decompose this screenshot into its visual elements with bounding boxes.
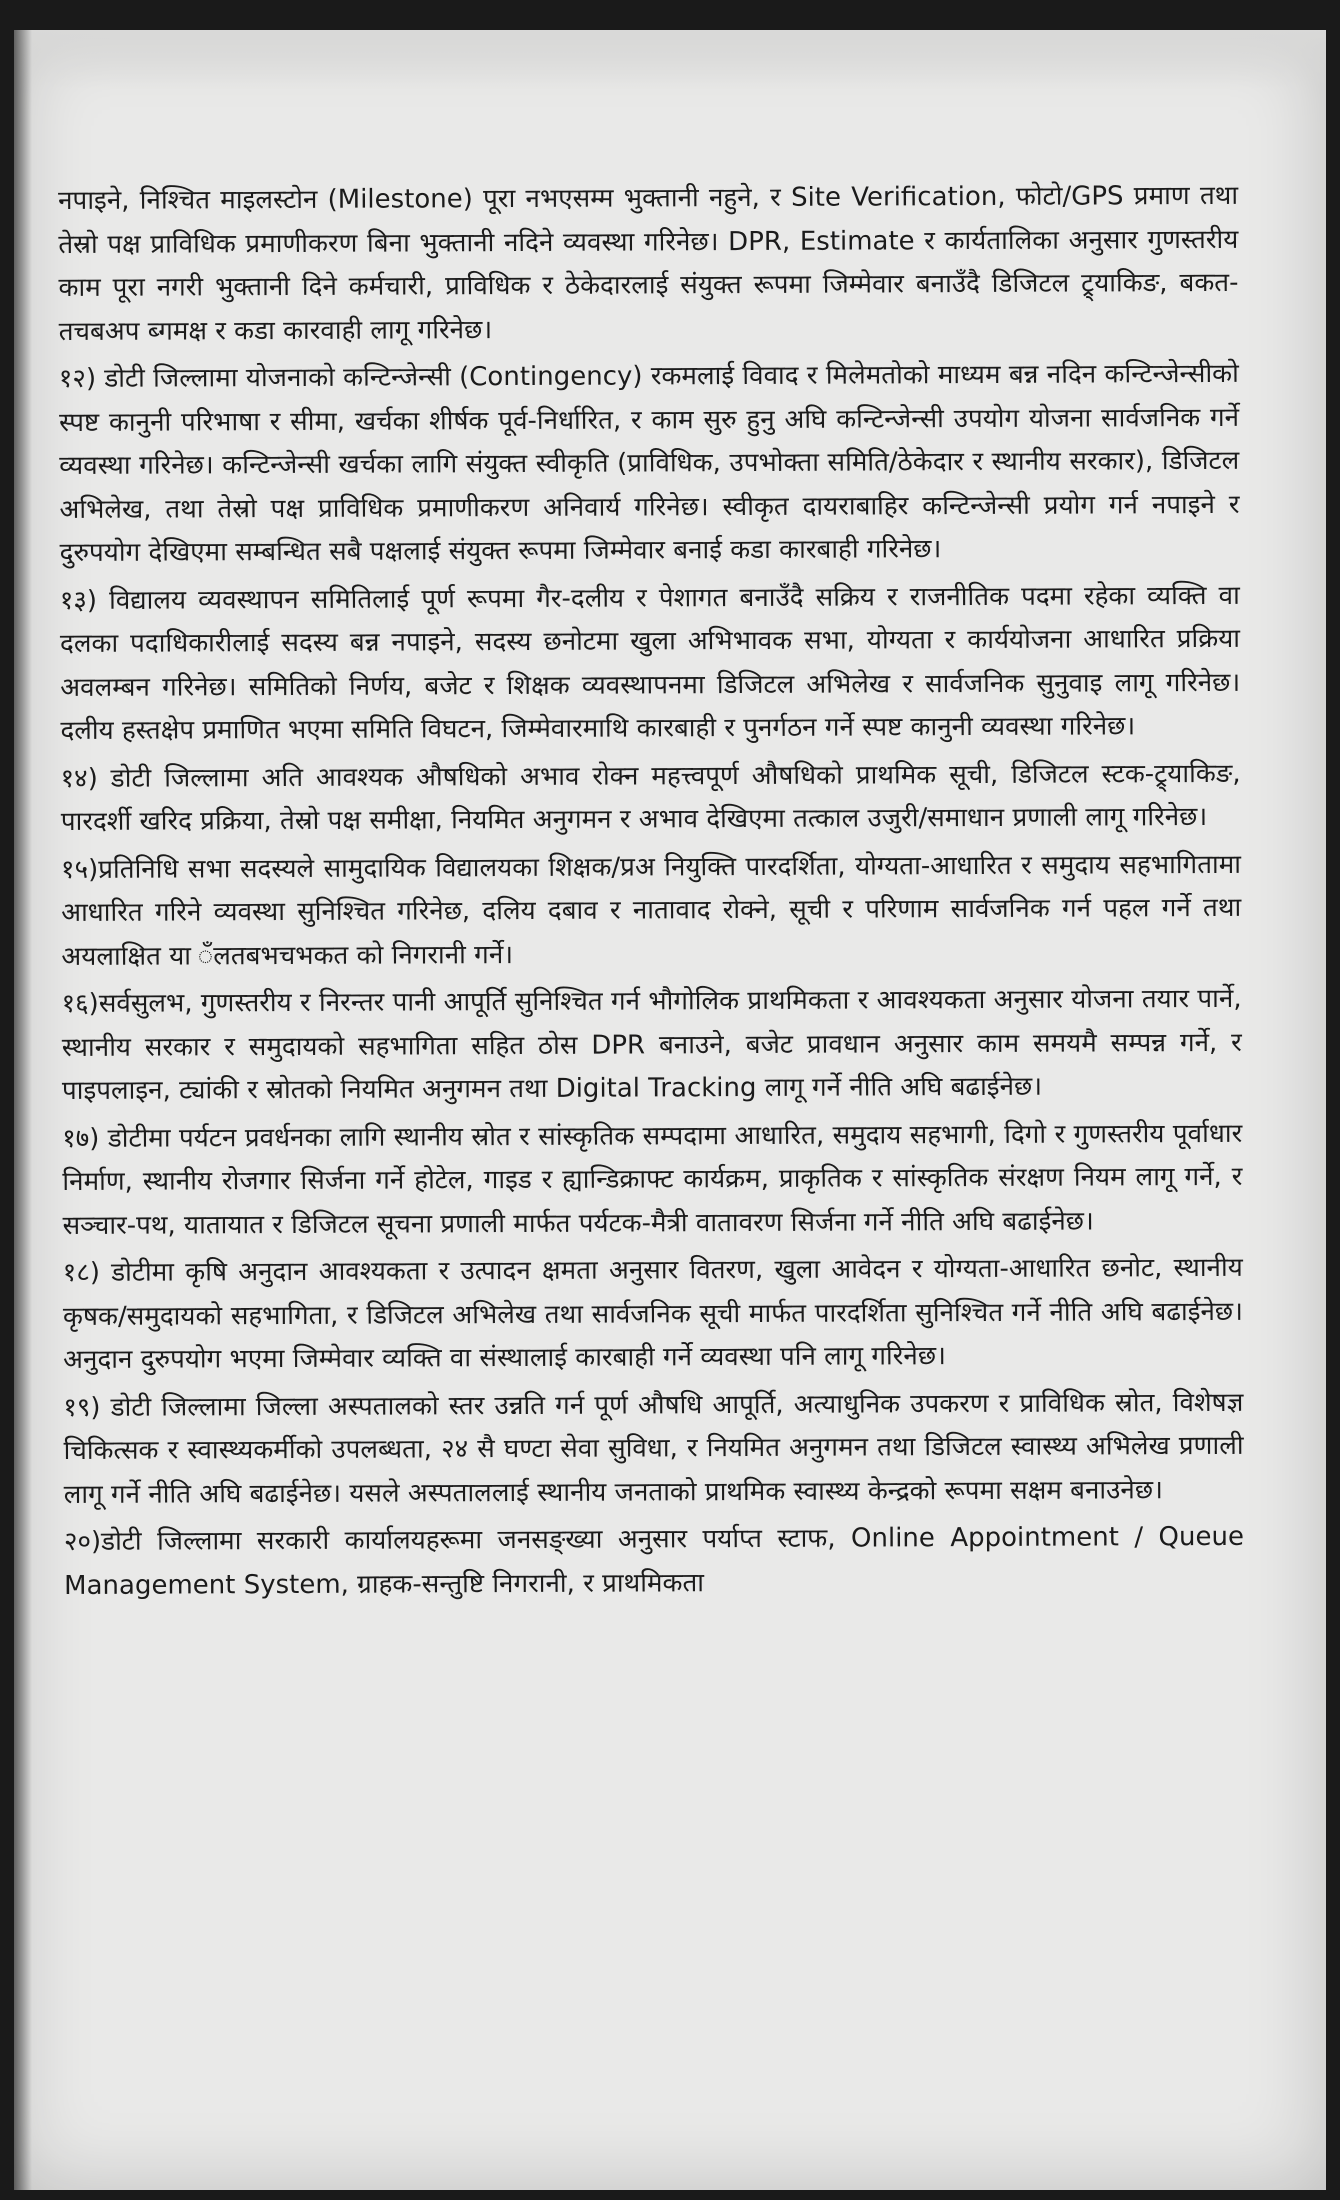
paragraph-17: १७) डोटीमा पर्यटन प्रवर्धनका लागि स्थानीय स्रोत र सांस्कृतिक सम्पदामा आधारित, समुदाय सहभागी, दिगो र गुणस्तरीय पूर्वाधार निर्माण, स्थानीय रोजगार सिर्जना गर्ने होटेल, गाइड र ह्यान्डिक्राफ्ट कार्यक्रम, प्राकृतिक र सांस्कृतिक संरक्षण नियम लागू गर्ने, र सञ्चार-पथ, यातायात र डिजिटल सूचना प्रणाली मार्फत पर्यटक-मैत्री वातावरण सिर्जना गर्ने नीति अघि बढाईनेछ। bbox=[62, 1118, 1243, 1241]
paragraph-13: १३) विद्यालय व्यवस्थापन समितिलाई पूर्ण रूपमा गैर-दलीय र पेशागत बनाउँदै सक्रिय र राजनीतिक पदमा रहेका व्यक्ति वा दलका पदाधिकारीलाई सदस्य बन्न नपाइने, सदस्य छनोटमा खुला अभिभावक सभा, योग्यता र कार्ययोजना आधारित प्रक्रिया अवलम्बन गरिनेछ। समितिको निर्णय, बजेट र शिक्षक व्यवस्थापनमा डिजिटल अभिलेख र सार्वजनिक सुनुवाइ लागू गरिनेछ। दलीय हस्तक्षेप प्रमाणित भएमा समिति विघटन, जिम्मेवारमाथि कारबाही र पुनर्गठन गर्ने स्पष्ट कानुनी व्यवस्था गरिनेछ। bbox=[59, 580, 1241, 746]
paragraph-19: १९) डोटी जिल्लामा जिल्ला अस्पतालको स्तर उन्नति गर्न पूर्ण औषधि आपूर्ति, अत्याधुनिक उपकरण र प्राविधिक स्रोत, विशेषज्ञ चिकित्सक र स्वास्थ्यकर्मीको उपलब्धता, २४ सै घण्टा सेवा सुविधा, र नियमित अनुगमन तथा डिजिटल स्वास्थ्य अभिलेख प्रणाली लागू गर्ने नीति अघि बढाईनेछ। यसले अस्पताललाई स्थानीय जनताको प्राथमिक स्वास्थ्य केन्द्रको रूपमा सक्षम बनाउनेछ। bbox=[63, 1387, 1244, 1510]
scanned-page bbox=[14, 30, 1326, 2190]
paragraph-14: १४) डोटी जिल्लामा अति आवश्यक औषधिको अभाव रोक्न महत्त्वपूर्ण औषधिको प्राथमिक सूची, डिजिटल स्टक-ट्र्याकिङ, पारदर्शी खरिद प्रक्रिया, तेस्रो पक्ष समीक्षा, नियमित अनुगमन र अभाव देखिएमा तत्काल उजुरी/समाधान प्रणाली लागू गरिनेछ। bbox=[60, 758, 1241, 837]
paragraph-16: १६)सर्वसुलभ, गुणस्तरीय र निरन्तर पानी आपूर्ति सुनिश्चित गर्न भौगोलिक प्राथमिकता र आवश्यकता अनुसार योजना तयार पार्ने, स्थानीय सरकार र समुदायको सहभागिता सहित ठोस DPR बनाउने, बजेट प्रावधान अनुसार काम समयमै सम्पन्न गर्ने, र पाइपलाइन, ट्यांकी र स्रोतको नियमित अनुगमन तथा Digital Tracking लागू गर्ने नीति अघि बढाईनेछ। bbox=[61, 983, 1242, 1106]
paragraph-15: १५)प्रतिनिधि सभा सदस्यले सामुदायिक विद्यालयका शिक्षक/प्रअ नियुक्ति पारदर्शिता, योग्यता-आधारित र समुदाय सहभागितामा आधारित गरिने व्यवस्था सुनिश्चित गरिनेछ, दलिय दबाव र नातावाद रोक्ने, सूची र परिणाम सार्वजनिक गर्न पहल गर्ने तथा अयलाक्षित या ँलतबभचभकत को निगरानी गर्ने। bbox=[60, 849, 1242, 972]
paragraph-12: १२) डोटी जिल्लामा योजनाको कन्टिन्जेन्सी (Contingency) रकमलाई विवाद र मिलेमतोको माध्यम बन्न नदिन कन्टिन्जेन्सीको स्पष्ट कानुनी परिभाषा र सीमा, खर्चका शीर्षक पूर्व-निर्धारित, र काम सुरु हुनु अघि कन्टिन्जेन्सी उपयोग योजना सार्वजनिक गर्ने व्यवस्था गरिनेछ। कन्टिन्जेन्सी खर्चका लागि संयुक्त स्वीकृति (प्राविधिक, उपभोक्ता समिति/ठेकेदार र स्थानीय सरकार), डिजिटल अभिलेख, तथा तेस्रो पक्ष प्राविधिक प्रमाणीकरण अनिवार्य गरिनेछ। स्वीकृत दायराबाहिर कन्टिन्जेन्सी प्रयोग गर्न नपाइने र दुरुपयोग देखिएमा सम्बन्धित सबै पक्षलाई संयुक्त रूपमा जिम्मेवार बनाई कडा कारबाही गरिनेछ। bbox=[58, 358, 1240, 568]
page-top-shadow bbox=[14, 30, 1326, 90]
page-left-shadow bbox=[14, 30, 32, 2190]
paragraph-11-continued: नपाइने, निश्चित माइलस्टोन (Milestone) पूरा नभएसम्म भुक्तानी नहुने, र Site Verification, फोटो/GPS प्रमाण तथा तेस्रो पक्ष प्राविधिक प्रमाणीकरण बिना भुक्तानी नदिने व्यवस्था गरिनेछ। DPR, Estimate र कार्यतालिका अनुसार गुणस्तरीय काम पूरा नगरी भुक्तानी दिने कर्मचारी, प्राविधिक र ठेकेदारलाई संयुक्त रूपमा जिम्मेवार बनाउँदै डिजिटल ट्र्याकिङ, बकत-तचबअप ब्गमक्ष र कडा कारवाही लागू गरिनेछ। bbox=[58, 180, 1239, 347]
paragraph-20: २०)डोटी जिल्लामा सरकारी कार्यालयहरूमा जनसङ्ख्या अनुसार पर्याप्त स्टाफ, Online Appointment / Queue Management System, ग्राहक-सन्तुष्टि निगरानी, र प्राथमिकता bbox=[63, 1521, 1244, 1601]
paragraph-18: १८) डोटीमा कृषि अनुदान आवश्यकता र उत्पादन क्षमता अनुसार वितरण, खुला आवेदन र योग्यता-आधारित छनोट, स्थानीय कृषक/समुदायको सहभागिता, र डिजिटल अभिलेख तथा सार्वजनिक सूची मार्फत पारदर्शिता सुनिश्चित गर्ने नीति अघि बढाईनेछ। अनुदान दुरुपयोग भएमा जिम्मेवार व्यक्ति वा संस्थालाई कारबाही गर्ने व्यवस्था पनि लागू गरिनेछ। bbox=[62, 1252, 1244, 1375]
document-body bbox=[58, 175, 1244, 1612]
